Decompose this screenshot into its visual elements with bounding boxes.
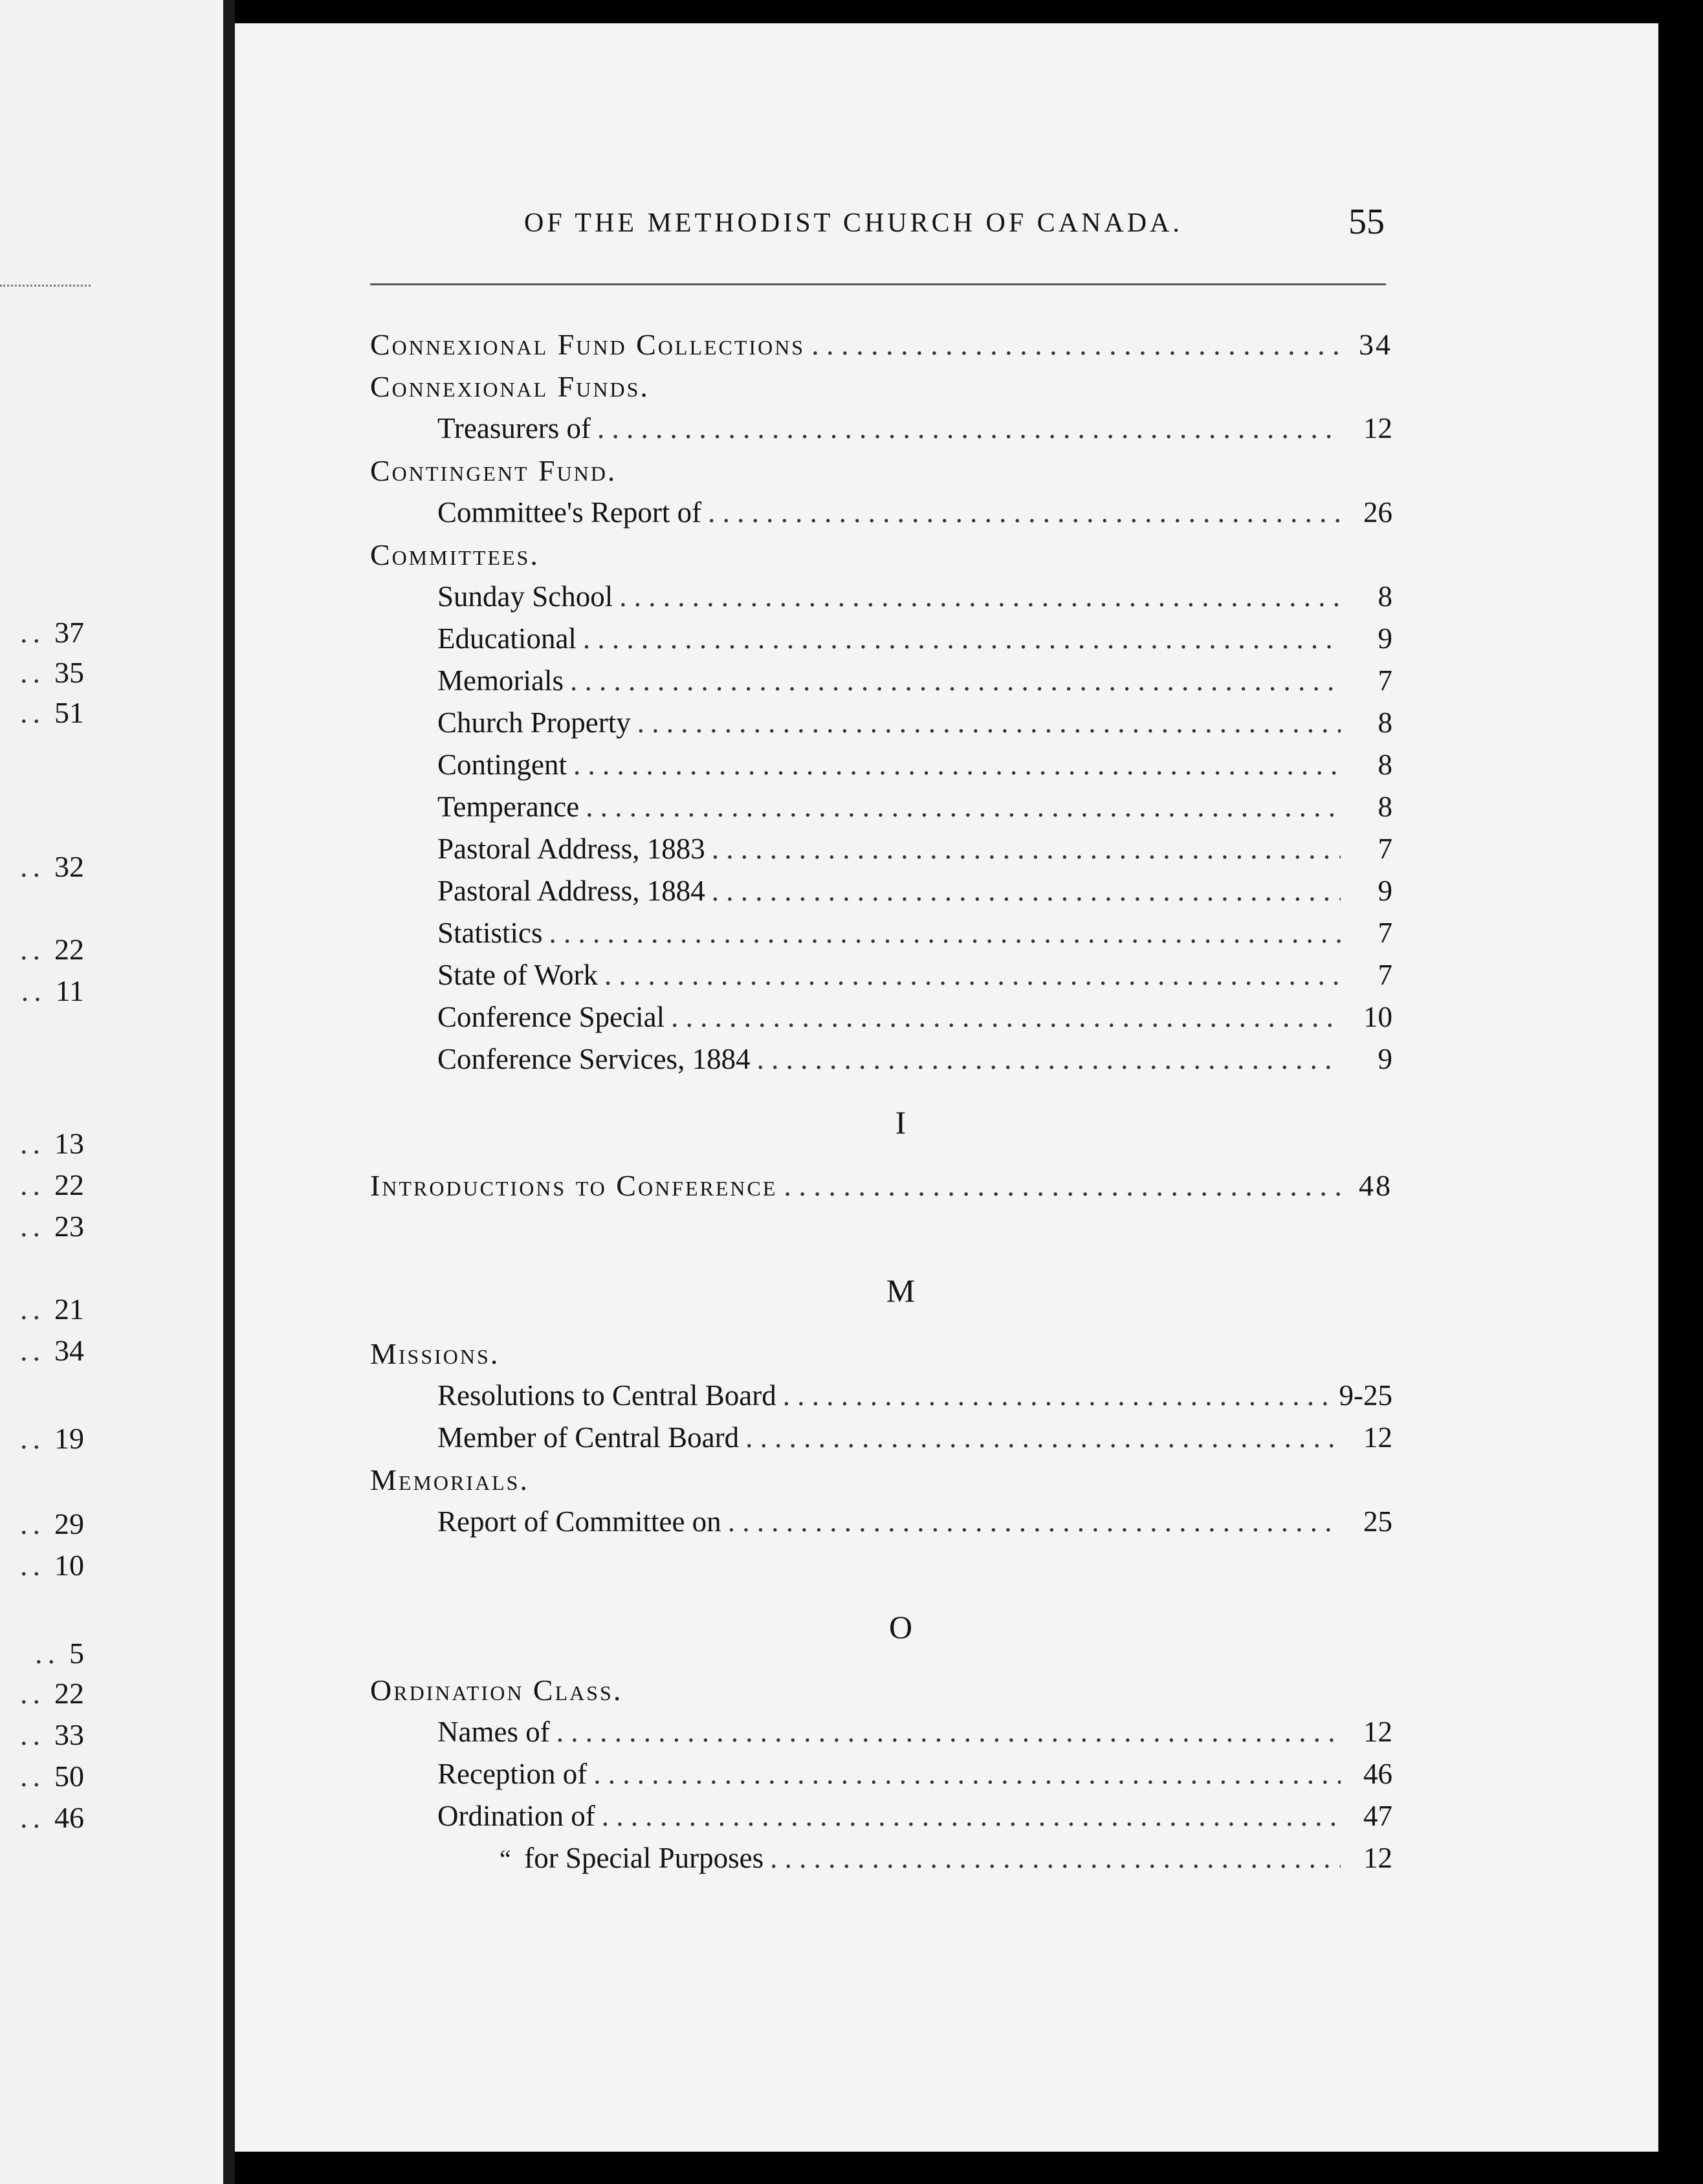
leader-dots — [583, 618, 1341, 660]
entry-label: Sunday School — [437, 580, 613, 613]
index-entry — [370, 660, 1392, 702]
entry-page: 9 — [1378, 875, 1392, 907]
index-entry — [370, 744, 1392, 786]
leader-dots — [712, 828, 1341, 870]
entry-page: 9-25 — [1339, 1379, 1392, 1412]
entry-page: 12 — [1363, 1421, 1392, 1454]
entry-page: 26 — [1363, 496, 1392, 529]
entry-label: Resolutions to Central Board — [437, 1379, 776, 1412]
left-page-number: .. 22 — [20, 1168, 84, 1201]
leader-dots — [570, 660, 1341, 702]
entry-page: 34 — [1359, 328, 1392, 361]
index-entry — [370, 786, 1392, 828]
page-gutter — [223, 0, 235, 2184]
left-page-number: .. 33 — [20, 1718, 84, 1751]
entry-label: Temperance — [437, 791, 580, 823]
entry-page: 48 — [1359, 1169, 1392, 1202]
index-entry — [370, 618, 1392, 660]
left-page-number: .. 13 — [20, 1127, 84, 1160]
leader-dots — [602, 1795, 1341, 1837]
entry-page: 8 — [1378, 748, 1392, 781]
entry-label: Memorials — [437, 664, 564, 697]
entry-page: 25 — [1363, 1505, 1392, 1538]
left-page-number: .. 22 — [20, 1677, 84, 1710]
left-page-number: .. 32 — [20, 850, 84, 883]
leader-dots — [671, 996, 1341, 1038]
entry-label: Contingent — [437, 748, 567, 781]
index-entry — [370, 1837, 1392, 1879]
index-heading — [370, 1333, 1392, 1375]
entry-label: Connexional Fund Collections — [370, 328, 806, 361]
entry-page: 9 — [1378, 622, 1392, 655]
page-number: 55 — [1348, 202, 1385, 242]
entry-label: Missions. — [370, 1337, 500, 1370]
section-letter: I — [895, 1104, 906, 1141]
left-page-number: .. 11 — [21, 974, 84, 1007]
leader-dots — [745, 1417, 1341, 1459]
index-entry — [370, 492, 1392, 534]
index-heading — [370, 366, 1392, 408]
entry-label: Conference Special — [437, 1001, 665, 1033]
entry-page: 7 — [1378, 959, 1392, 991]
entry-label: Church Property — [437, 706, 631, 739]
entry-page: 12 — [1363, 412, 1392, 444]
index-entry — [370, 1038, 1392, 1080]
index-entry — [370, 702, 1392, 744]
running-head — [285, 201, 1385, 246]
entry-label: Contingent Fund. — [370, 454, 617, 487]
index-entry — [370, 1501, 1392, 1543]
section-letter: M — [886, 1272, 916, 1309]
entry-page: 7 — [1378, 664, 1392, 697]
leader-dots — [784, 1164, 1341, 1207]
entry-page: 7 — [1378, 917, 1392, 949]
ditto-mark: “ — [500, 1844, 511, 1873]
index-heading — [370, 1669, 1392, 1711]
leader-dots — [619, 576, 1341, 618]
entry-label: Report of Committee on — [437, 1505, 721, 1538]
index-entry — [370, 1711, 1392, 1753]
entry-label: Pastoral Address, 1883 — [437, 833, 705, 865]
left-page-number: .. 34 — [20, 1334, 84, 1367]
entry-label: Ordination of — [437, 1800, 595, 1832]
entry-label: Treasurers of — [437, 412, 591, 444]
entry-label: Member of Central Board — [437, 1421, 740, 1454]
left-page-number: .. 35 — [20, 656, 84, 689]
left-page-number: .. 51 — [20, 696, 84, 729]
left-page-number: .. 46 — [20, 1801, 84, 1834]
entry-label: Educational — [437, 622, 577, 655]
index-heading — [370, 534, 1392, 576]
entry-label: Memorials. — [370, 1463, 529, 1496]
index-entry — [370, 1375, 1392, 1417]
leader-dots — [783, 1375, 1333, 1417]
entry-label: for Special Purposes — [524, 1842, 764, 1874]
leader-dots — [593, 1753, 1341, 1795]
entry-page: 7 — [1378, 833, 1392, 865]
index-entry — [370, 408, 1392, 450]
entry-page: 47 — [1363, 1800, 1392, 1832]
leader-dots — [597, 408, 1341, 450]
entry-label: Connexional Funds. — [370, 370, 650, 403]
entry-label: Conference Services, 1884 — [437, 1043, 751, 1075]
left-page-number: .. 5 — [35, 1637, 84, 1670]
entry-label: Committee's Report of — [437, 496, 702, 529]
index-entry — [370, 912, 1392, 954]
entry-page: 10 — [1363, 1001, 1392, 1033]
running-head-title: OF THE METHODIST CHURCH OF CANADA. — [524, 208, 1183, 238]
index-entry — [370, 1164, 1392, 1207]
left-page-number: .. 29 — [20, 1507, 84, 1540]
index-entry — [370, 954, 1392, 996]
index-list — [370, 323, 1392, 1879]
header-rule — [370, 283, 1386, 285]
leader-dots — [728, 1501, 1341, 1543]
left-page — [0, 0, 223, 2184]
index-heading — [370, 450, 1392, 492]
leader-dots — [708, 492, 1341, 534]
index-entry — [370, 996, 1392, 1038]
entry-label: Ordination Class. — [370, 1674, 623, 1707]
entry-label: Reception of — [437, 1758, 588, 1790]
left-page-number: .. 10 — [20, 1549, 84, 1582]
entry-page: 12 — [1363, 1842, 1392, 1874]
entry-page: 46 — [1363, 1758, 1392, 1790]
entry-label: Pastoral Address, 1884 — [437, 875, 705, 907]
entry-label: Statistics — [437, 917, 543, 949]
leader-dots — [757, 1038, 1341, 1080]
left-page-number: .. 37 — [20, 616, 84, 649]
entry-label: Committees. — [370, 538, 540, 571]
leader-dots — [770, 1837, 1341, 1879]
left-page-number: .. 19 — [20, 1422, 84, 1455]
entry-page: 9 — [1378, 1043, 1392, 1075]
leader-dots — [549, 912, 1341, 954]
left-page-number: .. 23 — [20, 1210, 84, 1243]
leader-dots — [637, 702, 1341, 744]
entry-page: 8 — [1378, 580, 1392, 613]
entry-page: 8 — [1378, 706, 1392, 739]
index-entry — [370, 870, 1392, 912]
section-letter: O — [888, 1609, 913, 1645]
index-entry — [370, 828, 1392, 870]
index-entry — [370, 1417, 1392, 1459]
index-heading — [370, 1459, 1392, 1501]
index-entry — [370, 576, 1392, 618]
left-page-number: .. 22 — [20, 933, 84, 966]
entry-page: 8 — [1378, 791, 1392, 823]
entry-page: 12 — [1363, 1716, 1392, 1748]
leader-dots — [556, 1711, 1341, 1753]
entry-label: Names of — [437, 1716, 550, 1748]
left-page-rule — [0, 285, 91, 287]
leader-dots — [573, 744, 1341, 786]
entry-label: Introductions to Conference — [370, 1169, 778, 1202]
index-entry — [370, 323, 1392, 366]
leader-dots — [604, 954, 1341, 996]
leader-dots — [712, 870, 1341, 912]
left-page-number: .. 50 — [20, 1760, 84, 1793]
leader-dots — [811, 323, 1341, 366]
entry-label: State of Work — [437, 959, 599, 991]
index-entry — [370, 1795, 1392, 1837]
index-entry — [370, 1753, 1392, 1795]
left-page-number: .. 21 — [20, 1293, 84, 1326]
leader-dots — [586, 786, 1341, 828]
